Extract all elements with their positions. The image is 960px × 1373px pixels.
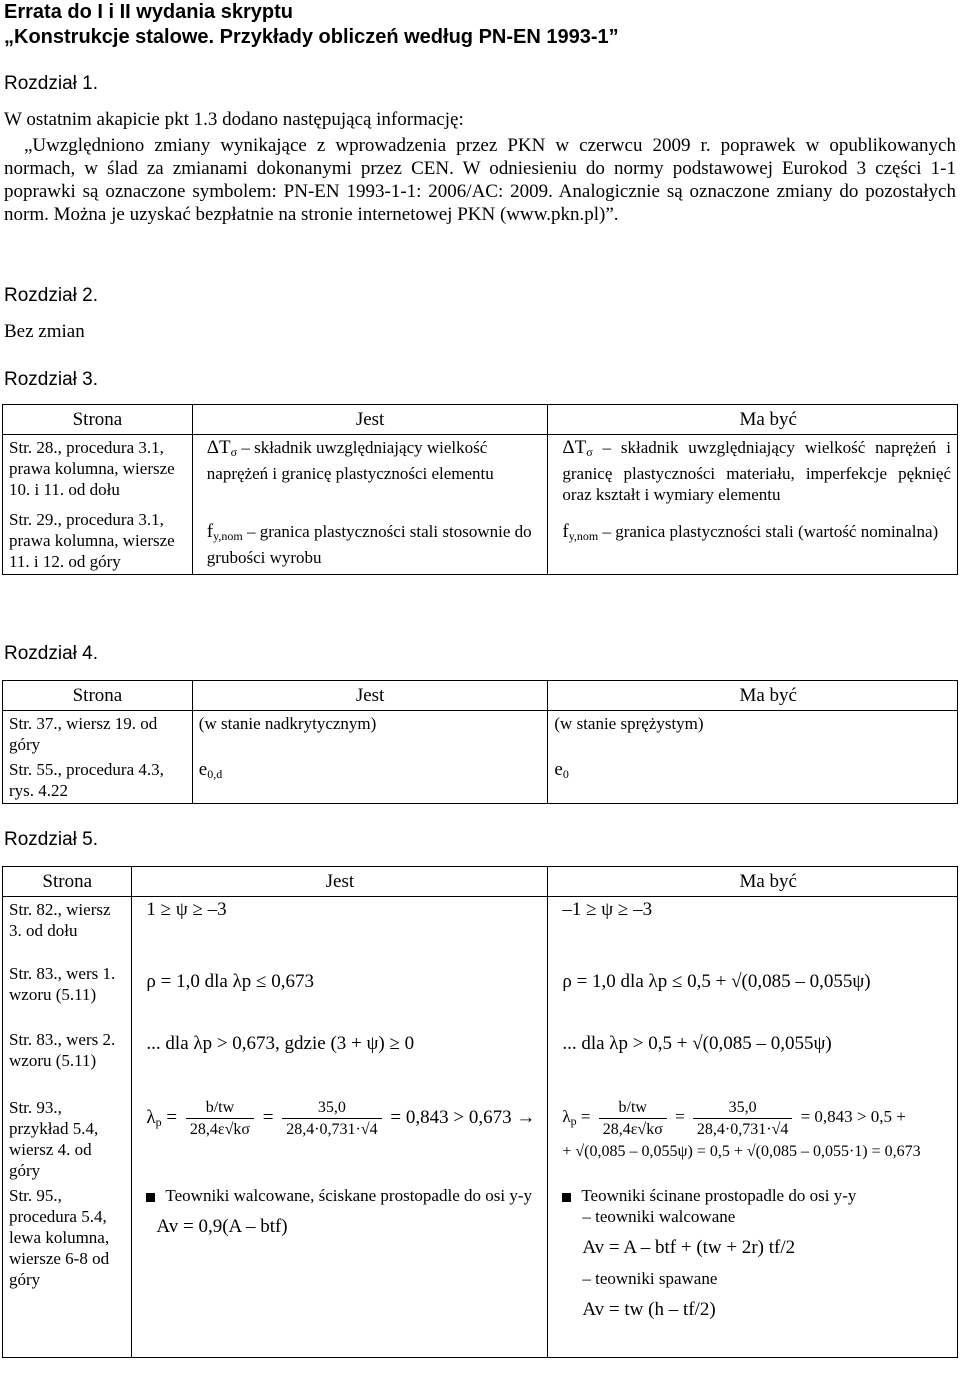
strona-cell: Str. 82., wiersz 3. od dołu [3,897,132,962]
col-ma-byc-header: Ma być [548,867,958,897]
col-strona-header: Strona [3,867,132,897]
bullet-square-icon [146,1193,155,1202]
jest-text: granica plastyczności stali stosownie do grubości wyrobu [206,522,532,567]
jest-cell: $\Delta T_\sigma$ – składnik uwzględniający wielkość naprężeń i granicę plastyczności elementu [192,435,548,508]
document-title-line2: „Konstrukcje stalowe. Przykłady obliczeń według PN-EN 1993-1” [4,26,619,48]
chapter5-table [2,866,958,1358]
ma-byc-formula-line2: + √(0,085 – 0,055ψ) = 0,5 + √(0,085 – 0,055·1) = 0,673 [562,1143,921,1160]
fraction-denominator: 28,4·0,731·√4 [696,1121,789,1138]
document-title-line1: Errata do I i II wydania skryptu [4,1,293,23]
strona-cell: Str. 93., przykład 5.4, wiersz 4. od góry [3,1095,132,1183]
formula-tail: = 0,843 > 0,5 + [800,1107,906,1127]
sub-item-label: – teowniki spawane [582,1269,718,1288]
jest-cell [132,1183,548,1358]
strona-cell: Str. 55., procedura 4.3, rys. 4.22 [3,757,193,804]
ma-byc-formula: –1 ≥ ψ ≥ –3 [562,899,653,920]
delta-t-symbol: ΔT [206,437,231,458]
jest-formula: ... dla λp > 0,673, gdzie (3 + ψ) ≥ 0 [146,1033,415,1054]
e-subscript: 0 [562,767,569,781]
jest-bullet-item [146,1185,541,1206]
f-symbol: f [206,521,214,542]
chapter5-heading: Rozdział 5. [4,829,98,850]
chapter1-intro: W ostatnim akapicie pkt 1.3 dodano następującą informację: [4,109,464,130]
ma-byc-text: składnik uwzględniający wielkość naprężeń i granicę plastyczności materiału, imperfekcje pęknięć oraz kształt i wymiary elementu [562,438,951,504]
table-row [3,757,958,804]
jest-formula: Av = 0,9(A – btf) [156,1216,288,1237]
bullet-text: Teowniki walcowane, ściskane prostopadle do osi y-y [165,1186,533,1205]
col-strona-header: Strona [3,681,193,711]
jest-formula: 1 ≥ ψ ≥ –3 [146,899,227,920]
jest-cell [132,1095,548,1183]
sigma-subscript: σ [230,445,238,459]
ma-byc-cell: (w stanie sprężystym) [548,711,958,758]
table-row [3,1183,958,1358]
ynom-subscript: y,nom [568,529,599,543]
chapter1-heading: Rozdział 1. [4,73,98,94]
ma-byc-cell [548,897,958,962]
ma-byc-cell [548,1183,958,1358]
ma-byc-cell: $\Delta T_\sigma$ – składnik uwzględniający wielkość naprężeń i granicę plastyczności materiału, imperfekcje pęknięć oraz kształt i wymiary elementu [548,435,958,508]
strona-cell: Str. 28., procedura 3.1, prawa kolumna, wiersze 10. i 11. od dołu [3,435,193,508]
table-row [3,711,958,758]
sigma-subscript: σ [586,445,593,459]
jest-cell [192,757,548,804]
ma-byc-cell [548,961,958,1027]
ma-byc-text: granica plastyczności stali (wartość nominalna) [611,522,939,541]
jest-cell [132,897,548,962]
chapter3-table [2,404,958,575]
fraction-denominator: 28,4·0,731·√4 [286,1121,378,1138]
ma-byc-cell [548,1095,958,1183]
jest-text: składnik uwzględniający wielkość naprężeń i granicę plastyczności elementu [206,438,494,483]
jest-formula: ρ = 1,0 dla λp ≤ 0,673 [146,971,314,992]
bullet-square-icon [562,1193,571,1202]
ma-byc-formula: $\lambda_p$ = $\frac{b/tw}{28,4\varepsilon√k\sigma}$ = $\frac{35,0}{28,4\cdot 0,731\cdot√4}$ = 0,843 > 0,5 + [562,1099,906,1138]
strona-cell: Str. 29., procedura 3.1, prawa kolumna, wiersze 11. i 12. od góry [3,507,193,575]
e-symbol: e [198,759,208,780]
col-jest-header: Jest [132,867,548,897]
fraction-numerator: b/tw [186,1097,254,1119]
col-ma-byc-header: Ma być [548,681,958,711]
chapter4-heading: Rozdział 4. [4,643,98,664]
jest-cell: (w stanie nadkrytycznym) [192,711,548,758]
table-row [3,1027,958,1095]
jest-cell: $f_{y,nom}$ – granica plastyczności stali stosownie do grubości wyrobu [192,507,548,575]
strona-cell: Str. 95., procedura 5.4, lewa kolumna, wiersze 6-8 od góry [3,1183,132,1358]
ma-byc-formula: Av = A – btf + (tw + 2r) tf/2 [582,1237,796,1258]
chapter1-quote: „Uwzględniono zmiany wynikające z wprowadzenia przez PKN w czerwcu 2009 r. poprawek w opublikowanych normach, w ślad za zmianami dokonanymi przez CEN. W odniesieniu do normy podstawowej Eurokod 3 części 1-1 poprawki są oznaczone symbolem: PN-EN 1993-1-1: 2006/AC: 2009. Analogicznie są oznaczone zmiany do pozostałych norm. Można je uzyskać bezpłatnie na stronie internetowej PKN (www.pkn.pl)”. [4,135,956,225]
table-header-row [3,867,958,897]
table-row [3,1095,958,1183]
fraction-numerator: 35,0 [693,1097,792,1119]
chapter2-heading: Rozdział 2. [4,285,98,306]
col-jest-header: Jest [192,681,548,711]
fraction-denominator: 28,4ε√kσ [602,1121,663,1138]
ma-byc-bullet-item [562,1185,951,1206]
col-ma-byc-header: Ma być [548,405,958,435]
ma-byc-formula: Av = tw (h – tf/2) [582,1299,716,1320]
chapter4-table [2,680,958,804]
ynom-subscript: y,nom [213,529,243,543]
ma-byc-cell [548,757,958,804]
table-row [3,435,958,508]
ma-byc-cell [548,1027,958,1095]
table-row [3,507,958,575]
table-row [3,897,958,962]
delta-t-symbol: ΔT [562,437,587,458]
table-row [3,961,958,1027]
col-jest-header: Jest [192,405,548,435]
strona-cell: Str. 83., wers 2. wzoru (5.11) [3,1027,132,1095]
strona-cell: Str. 83., wers 1. wzoru (5.11) [3,961,132,1027]
table-header-row [3,405,958,435]
ma-byc-formula: ... dla λp > 0,5 + √(0,085 – 0,055ψ) [562,1033,832,1054]
formula-tail: = 0,843 > 0,673 → [390,1106,536,1128]
bullet-text: Teowniki ścinane prostopadle do osi y-y [581,1186,857,1205]
fraction-numerator: b/tw [599,1097,667,1119]
sub-item-label: – teowniki walcowane [582,1207,736,1226]
table-header-row [3,681,958,711]
jest-cell [132,1027,548,1095]
e-subscript: 0,d [207,767,223,781]
strona-cell: Str. 37., wiersz 19. od góry [3,711,193,758]
jest-cell [132,961,548,1027]
col-strona-header: Strona [3,405,193,435]
chapter2-text: Bez zmian [4,321,85,342]
fraction-numerator: 35,0 [282,1097,381,1119]
jest-formula: $\lambda_p$ = $\frac{b/tw}{28,4\varepsilon√k\sigma}$ = $\frac{35,0}{28,4\cdot 0,731\cdot√4}$ = 0,843 > 0,673 → [146,1099,536,1138]
ma-byc-formula: ρ = 1,0 dla λp ≤ 0,5 + √(0,085 – 0,055ψ) [562,971,871,992]
e-symbol: e [554,759,563,780]
f-symbol: f [562,521,569,542]
ma-byc-cell: $f_{y,nom}$ – granica plastyczności stali (wartość nominalna) [548,507,958,575]
fraction-denominator: 28,4ε√kσ [189,1121,250,1138]
chapter3-heading: Rozdział 3. [4,369,98,390]
